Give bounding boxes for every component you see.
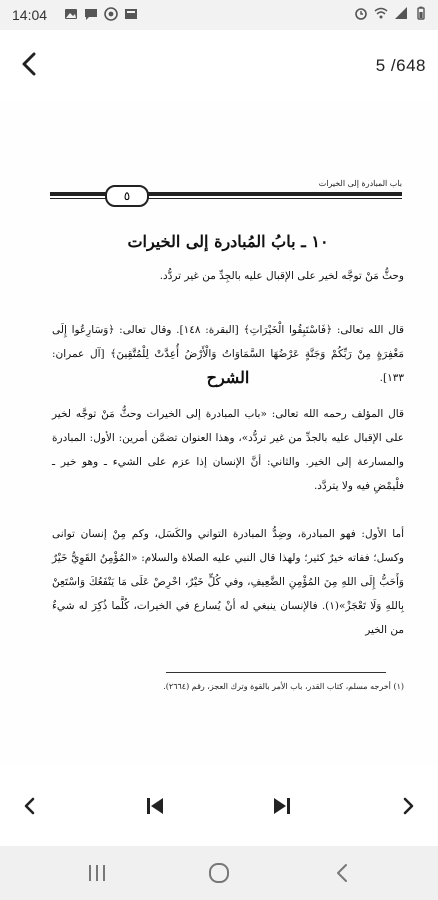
home-icon [204, 858, 234, 888]
status-time: 14:04 [12, 7, 48, 23]
system-icons [354, 6, 428, 20]
status-bar [0, 0, 438, 30]
section-title: الشرح [206, 368, 250, 387]
quran-verses: قال الله تعالى: ﴿فَاسْتَبِقُوا الْخَيْرَاتِ﴾ [البقرة: ١٤٨]. وقال تعالى: ﴿وَسَارِعُوا إِلَى مَغْفِرَةٍ مِنْ رَبِّكُمْ وَجَنَّةٍ عَرْضُهَا السَّمَاوَاتُ وَالْأَرْضُ أُعِدَّتْ لِلْمُتَّقِينَ﴾ [آل عمران: ١٣٣]. [52, 324, 404, 384]
system-back-button[interactable] [327, 858, 357, 888]
chapter-intro: وحثُّ مَنْ توجَّه لخير على الإقبال عليه بالجِدِّ من غير تردُّد. [159, 270, 404, 282]
gallery-icon [64, 7, 78, 21]
book-page [36, 172, 404, 702]
previous-page-button[interactable] [12, 788, 48, 824]
whatsapp-icon [104, 7, 118, 21]
chapter-title: ١٠ ـ بابُ المُبادرة إلى الخيرات [127, 232, 329, 251]
recent-apps-button[interactable] [82, 858, 112, 888]
last-page-button[interactable] [264, 788, 300, 824]
system-navigation-bar [0, 846, 438, 900]
recent-apps-icon [82, 858, 112, 888]
skip-next-icon [264, 788, 300, 824]
home-button[interactable] [204, 858, 234, 888]
pager-controls [0, 764, 438, 846]
page-indicator: 5 /648 [375, 56, 426, 75]
footnote-divider [166, 672, 386, 673]
chevron-right-icon [390, 788, 426, 824]
notification-icons [64, 7, 138, 21]
back-arrow-icon [327, 858, 357, 888]
header-rule [50, 192, 402, 196]
header-rule-thin [50, 198, 402, 199]
page-header [50, 179, 402, 206]
back-button[interactable] [14, 48, 46, 80]
running-header: باب المبادرة إلى الخيرات [318, 179, 402, 188]
commentary-paragraph: قال المؤلف رحمه الله تعالى: «باب المبادرة إلى الخيرات وحثُّ مَنْ توجَّه لخير على الإقبال عليه بالجدِّ من غير تردُّد»، وهذا العنوان تضمَّن أمرين: الأول: المبادرة والمسارعة إلى الخير. والثاني: أنَّ الإنسان إذا عزم على الشيء ـ وهو خير ـ فلْيمْضِ فيه ولا يتردَّد. [52, 408, 404, 492]
app-icon [124, 7, 138, 21]
chevron-left-icon [12, 788, 48, 824]
page-number-badge: ٥ [105, 185, 149, 207]
signal-icon [394, 6, 408, 20]
message-icon [84, 7, 98, 21]
commentary-paragraph: أما الأول: فهو المبادرة، وضِدُّ المبادرة التواني والكَسَل، وكم مِنْ إنسان توانى وكسل؛ ففاته خيرٌ كثير؛ ولهذا قال النبي عليه الصلاة والسلام: «المُؤْمِنُ القَوِيُّ خَيْرٌ وَأَحَبُّ إِلَى اللهِ مِنَ المُؤْمِنِ الضَّعِيفِ، وفي كُلٍّ خَيْرٌ، احْرِصْ عَلَى مَا يَنْفَعُكَ وَاسْتَعِنْ بِاللهِ وَلَا تَعْجَزْ»(١). فالإنسان ينبغي له أنْ يُسارع في الخيرات، كُلَّما ذُكِرَ له شيءٌ من الخير [52, 528, 404, 636]
top-bar [0, 30, 438, 102]
skip-previous-icon [137, 788, 173, 824]
chevron-left-icon [14, 48, 46, 80]
wifi-icon [374, 6, 388, 20]
footnote: (١) أخرجه مسلم، كتاب القدر، باب الأمر بالقوة وترك العجز، رقم (٢٦٦٤). [163, 682, 404, 691]
next-page-button[interactable] [390, 788, 426, 824]
alarm-icon [354, 6, 368, 20]
book-page-viewer[interactable] [0, 102, 438, 764]
battery-icon [414, 6, 428, 20]
first-page-button[interactable] [137, 788, 173, 824]
